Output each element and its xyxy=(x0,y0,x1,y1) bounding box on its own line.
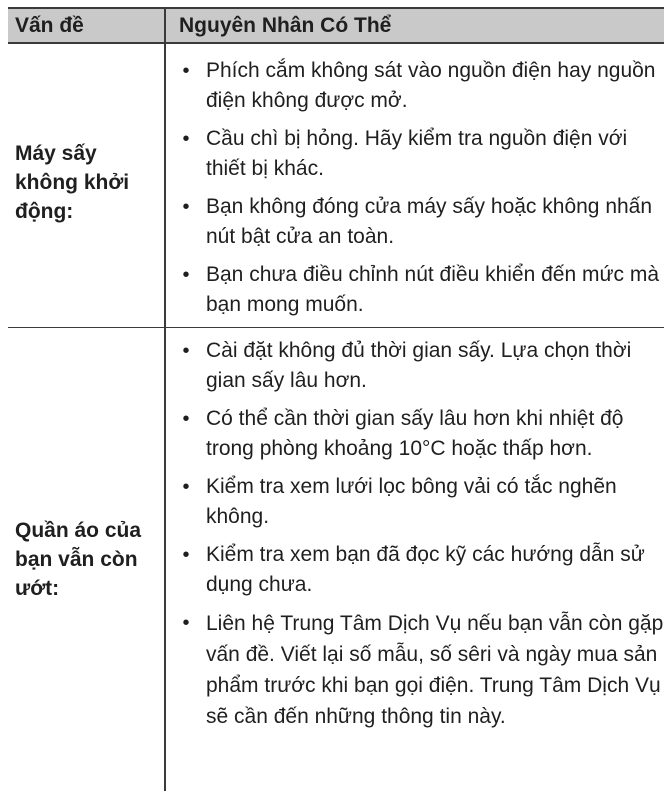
list-item xyxy=(166,260,664,320)
bullet-icon: • xyxy=(182,408,190,430)
bullet-icon: • xyxy=(182,476,190,498)
bullet-icon: • xyxy=(182,196,190,218)
column-divider xyxy=(164,7,166,44)
list-item xyxy=(166,192,664,252)
cause-list xyxy=(166,336,664,732)
bullet-icon: • xyxy=(182,544,190,566)
cause-text: Kiểm tra xem bạn đã đọc kỹ các hướng dẫn sử dụng chưa. xyxy=(206,543,645,596)
cause-text: Phích cắm không sát vào nguồn điện hay nguồn điện không được mở. xyxy=(206,59,656,112)
troubleshooting-table xyxy=(8,7,664,791)
bullet-icon: • xyxy=(182,612,190,634)
list-item xyxy=(166,124,664,184)
list-item xyxy=(166,540,664,600)
problem-cell: Quần áo của bạn vẫn còn ướt: xyxy=(15,519,142,600)
list-item xyxy=(166,336,664,396)
bullet-icon: • xyxy=(182,128,190,150)
header-problem: Vấn đề xyxy=(15,14,84,37)
cause-text: Cầu chì bị hỏng. Hãy kiểm tra nguồn điện với thiết bị khác. xyxy=(206,127,628,180)
list-item xyxy=(166,472,664,532)
cause-text: Liên hệ Trung Tâm Dịch Vụ nếu bạn vẫn còn gặp vấn đề. Viết lại số mẫu, số sêri và ngày mua sản phẩm trước khi bạn gọi điện. Trung Tâm Dịch Vụ sẽ cần đến những thông tin này. xyxy=(206,612,664,728)
cause-text: Kiểm tra xem lưới lọc bông vải có tắc nghẽn không. xyxy=(206,475,617,528)
cause-text: Bạn không đóng cửa máy sấy hoặc không nhấn nút bật cửa an toàn. xyxy=(206,195,653,248)
header-possible-cause: Nguyên Nhân Có Thể xyxy=(179,14,392,37)
list-item xyxy=(166,404,664,464)
table-row xyxy=(8,44,664,327)
problem-cell: Máy sấy không khởi động: xyxy=(15,142,130,223)
bullet-icon: • xyxy=(182,264,190,286)
table-header xyxy=(8,7,664,44)
bullet-icon: • xyxy=(182,60,190,82)
table-row xyxy=(8,328,664,791)
cause-text: Cài đặt không đủ thời gian sấy. Lựa chọn thời gian sấy lâu hơn. xyxy=(206,339,632,392)
list-item xyxy=(166,56,664,116)
list-item xyxy=(166,608,664,732)
cause-list xyxy=(166,56,664,320)
cause-text: Có thể cần thời gian sấy lâu hơn khi nhiệt độ trong phòng khoảng 10°C hoặc thấp hơn. xyxy=(206,407,624,460)
cause-text: Bạn chưa điều chỉnh nút điều khiển đến mức mà bạn mong muốn. xyxy=(206,263,660,316)
bullet-icon: • xyxy=(182,340,190,362)
